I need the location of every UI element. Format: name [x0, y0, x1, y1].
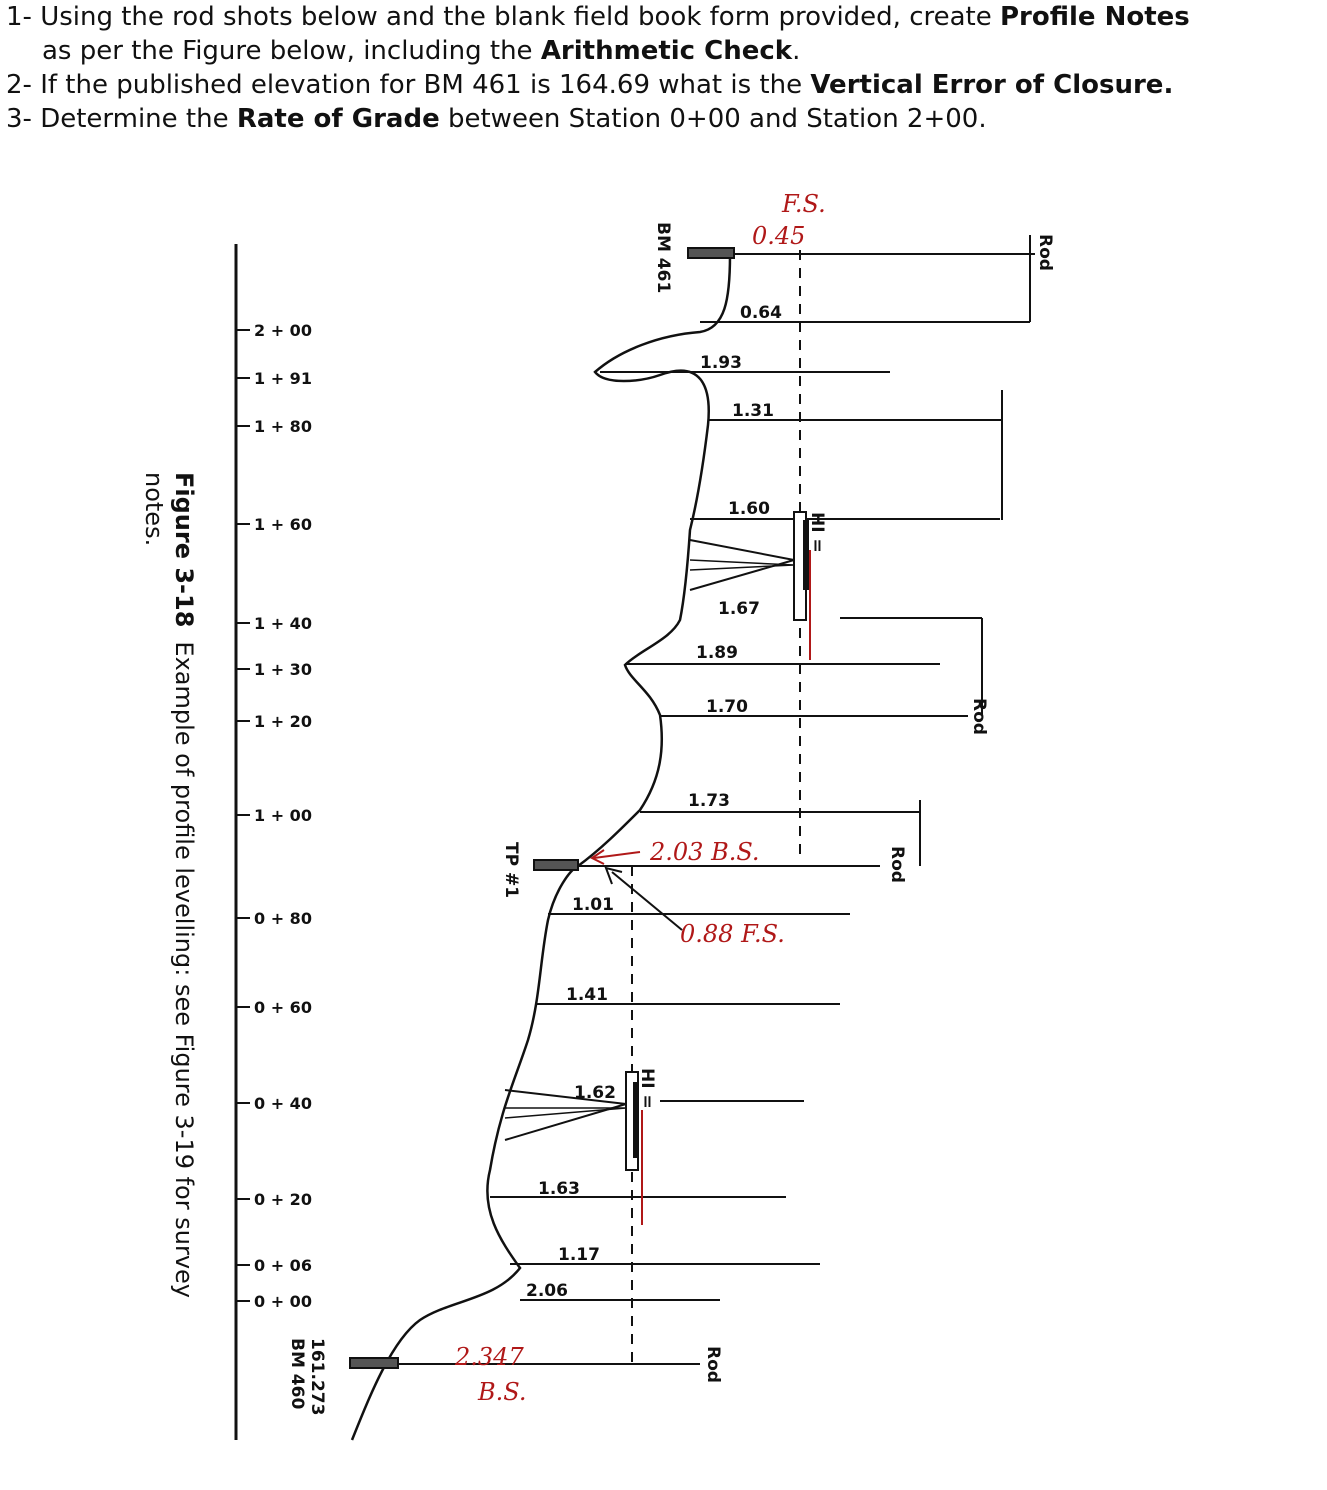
rod-reading-label: 0.64	[740, 303, 782, 323]
fs-pointer	[606, 868, 682, 930]
rod-reading-label: 1.62	[574, 1083, 616, 1103]
bs-bottom-value: 2.347	[455, 1343, 524, 1371]
rod-label-1: Rod	[1035, 234, 1055, 271]
station-label: 1 + 00	[254, 806, 312, 825]
rod-label-2: Rod	[969, 698, 989, 735]
fs-top-value: 0.45	[752, 222, 806, 250]
hi-label-lower: HI =	[637, 1068, 657, 1109]
red-annotation-arrows	[592, 850, 640, 864]
fs-top-label: F.S.	[782, 190, 826, 218]
bm460-elevation-label: 161.273	[307, 1338, 327, 1416]
benchmark-markers	[350, 248, 734, 1368]
bm461-marker	[688, 248, 734, 258]
rod-reading-label: 1.01	[572, 895, 614, 915]
rod-reading-label: 1.60	[728, 499, 770, 519]
rod-reading-label: 1.41	[566, 985, 608, 1005]
rods	[920, 235, 1030, 866]
instrument-setup-upper	[690, 512, 810, 660]
question-1-continued: as per the Figure below, including the Arithmetic Check.	[42, 36, 801, 66]
rod-reading-label: 1.73	[688, 791, 730, 811]
station-label: 0 + 00	[254, 1292, 312, 1311]
rod-reading-label: 1.93	[700, 353, 742, 373]
station-ticks	[236, 321, 312, 1311]
tp1-label: TP #1	[501, 842, 521, 899]
figure-caption: Figure 3-18Example of profile levelling: see Figure 3-19 for survey	[170, 472, 198, 1298]
station-label: 0 + 06	[254, 1256, 312, 1275]
bm460-marker	[350, 1358, 398, 1368]
station-label: 2 + 00	[254, 321, 312, 340]
figure-caption-continued: notes.	[140, 472, 168, 547]
tp-fs-value: 0.88 F.S.	[680, 920, 785, 948]
rod-reading-label: 1.17	[558, 1245, 600, 1265]
station-label: 1 + 80	[254, 417, 312, 436]
hi-label-upper: HI =	[807, 512, 827, 553]
question-2: 2- If the published elevation for BM 461 is 164.69 what is the Vertical Error of Closure.	[6, 70, 1174, 100]
tp1-marker	[534, 860, 578, 870]
bm461-label: BM 461	[653, 222, 673, 294]
station-label: 0 + 60	[254, 998, 312, 1017]
rod-reading-label: 1.70	[706, 697, 748, 717]
rod-reading-label: 1.67	[718, 599, 760, 619]
bs-bottom-label: B.S.	[478, 1378, 527, 1406]
station-label: 0 + 80	[254, 909, 312, 928]
station-label: 1 + 91	[254, 369, 312, 388]
rod-reading-label: 1.31	[732, 401, 774, 421]
rod-reading-labels	[526, 303, 782, 1301]
question-3: 3- Determine the Rate of Grade between Station 0+00 and Station 2+00.	[6, 104, 987, 134]
rod-reading-label: 1.63	[538, 1179, 580, 1199]
station-label: 0 + 40	[254, 1094, 312, 1113]
question-1: 1- Using the rod shots below and the blank field book form provided, create Profile Notes	[6, 2, 1190, 32]
rod-label-4: Rod	[703, 1346, 723, 1383]
tp-bs-value: 2.03 B.S.	[650, 838, 760, 866]
station-label: 1 + 60	[254, 515, 312, 534]
rod-label-3: Rod	[887, 846, 907, 883]
rod-reading-label: 1.89	[696, 643, 738, 663]
station-label: 0 + 20	[254, 1190, 312, 1209]
station-label: 1 + 40	[254, 614, 312, 633]
rod-reading-label: 2.06	[526, 1281, 568, 1301]
bm460-name-label: BM 460	[287, 1338, 307, 1410]
station-label: 1 + 30	[254, 660, 312, 679]
station-label: 1 + 20	[254, 712, 312, 731]
